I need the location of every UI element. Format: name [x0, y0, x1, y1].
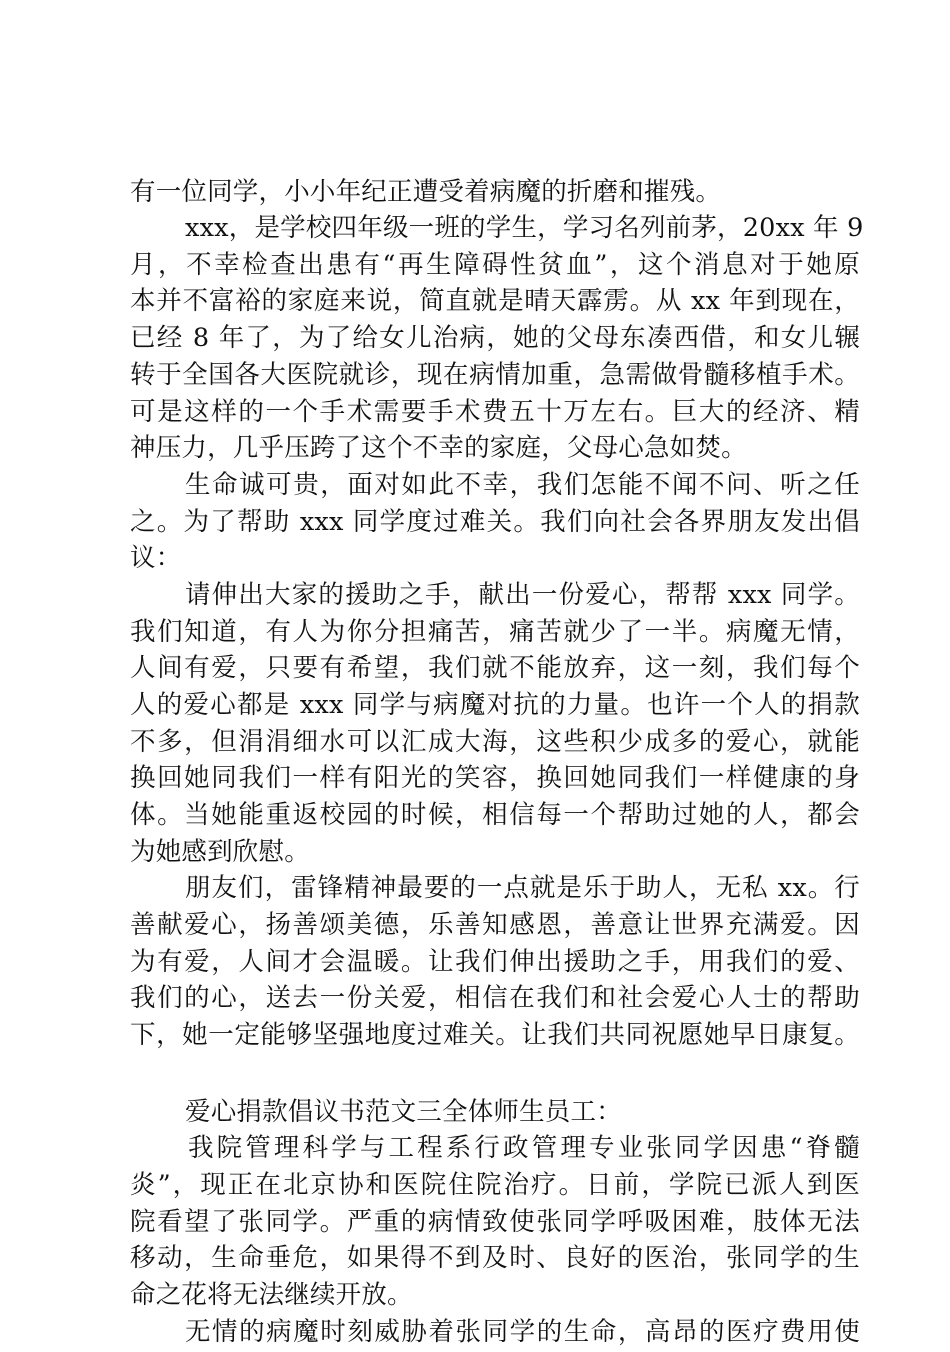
text-line-4: 本并不富裕的家庭来说，简直就是晴天霹雳。从 xx 年到现在，	[130, 286, 860, 316]
text-line-14: 人间有爱，只要有希望，我们就不能放弃，这一刻，我们每个	[130, 653, 860, 683]
section-heading: 爱心捐款倡议书范文三全体师生员工：	[185, 1097, 622, 1127]
text-line-26: 我院管理科学与工程系行政管理专业张同学因患“脊髓	[188, 1133, 860, 1163]
text-line-12: 请伸出大家的援助之手，献出一份爱心，帮帮 xxx 同学。	[185, 580, 860, 610]
text-line-22: 为有爱，人间才会温暖。让我们伸出援助之手，用我们的爱、	[130, 947, 860, 977]
text-line-16: 不多，但涓涓细水可以汇成大海，这些积少成多的爱心，就能	[130, 727, 860, 757]
text-line-6: 转于全国各大医院就诊，现在病情加重，急需做骨髓移植手术。	[130, 360, 860, 390]
text-line-31: 无情的病魔时刻威胁着张同学的生命，高昂的医疗费用使	[185, 1317, 860, 1347]
text-line-9: 生命诚可贵，面对如此不幸，我们怎能不闻不问、听之任	[185, 470, 860, 500]
text-line-5: 已经 8 年了，为了给女儿治病，她的父母东凑西借，和女儿辗	[130, 323, 860, 353]
text-line-30: 命之花将无法继续开放。	[130, 1280, 413, 1310]
text-line-24: 下，她一定能够坚强地度过难关。让我们共同祝愿她早日康复。	[130, 1020, 860, 1050]
text-line-11: 议：	[130, 543, 182, 573]
text-line-15: 人的爱心都是 xxx 同学与病魔对抗的力量。也许一个人的捐款	[130, 690, 860, 720]
text-line-2: xxx，是学校四年级一班的学生，学习名列前茅，20xx 年 9	[185, 213, 864, 243]
text-line-3: 月，不幸检查出患有“再生障碍性贫血”，这个消息对于她原	[130, 250, 860, 280]
text-line-13: 我们知道，有人为你分担痛苦，痛苦就少了一半。病魔无情，	[130, 617, 860, 647]
text-line-10: 之。为了帮助 xxx 同学度过难关。我们向社会各界朋友发出倡	[130, 507, 860, 537]
text-line-8: 神压力，几乎压跨了这个不幸的家庭，父母心急如焚。	[130, 433, 747, 463]
text-line-7: 可是这样的一个手术需要手术费五十万左右。巨大的经济、精	[130, 397, 860, 427]
text-line-20: 朋友们，雷锋精神最要的一点就是乐于助人，无私 xx。行	[185, 873, 860, 903]
text-line-29: 移动，生命垂危，如果得不到及时、良好的医治，张同学的生	[130, 1243, 860, 1273]
text-line-1: 有一位同学，小小年纪正遭受着病魔的折磨和摧残。	[130, 177, 722, 207]
text-line-18: 体。当她能重返校园的时候，相信每一个帮助过她的人，都会	[130, 800, 860, 830]
text-line-19: 为她感到欣慰。	[130, 837, 310, 867]
text-line-23: 我们的心，送去一份关爱，相信在我们和社会爱心人士的帮助	[130, 983, 860, 1013]
text-line-28: 院看望了张同学。严重的病情致使张同学呼吸困难，肢体无法	[130, 1207, 860, 1237]
text-line-27: 炎”，现正在北京协和医院住院治疗。日前，学院已派人到医	[130, 1170, 860, 1200]
text-line-17: 换回她同我们一样有阳光的笑容，换回她同我们一样健康的身	[130, 763, 860, 793]
text-line-21: 善献爱心，扬善颂美德，乐善知感恩，善意让世界充满爱。因	[130, 910, 860, 940]
